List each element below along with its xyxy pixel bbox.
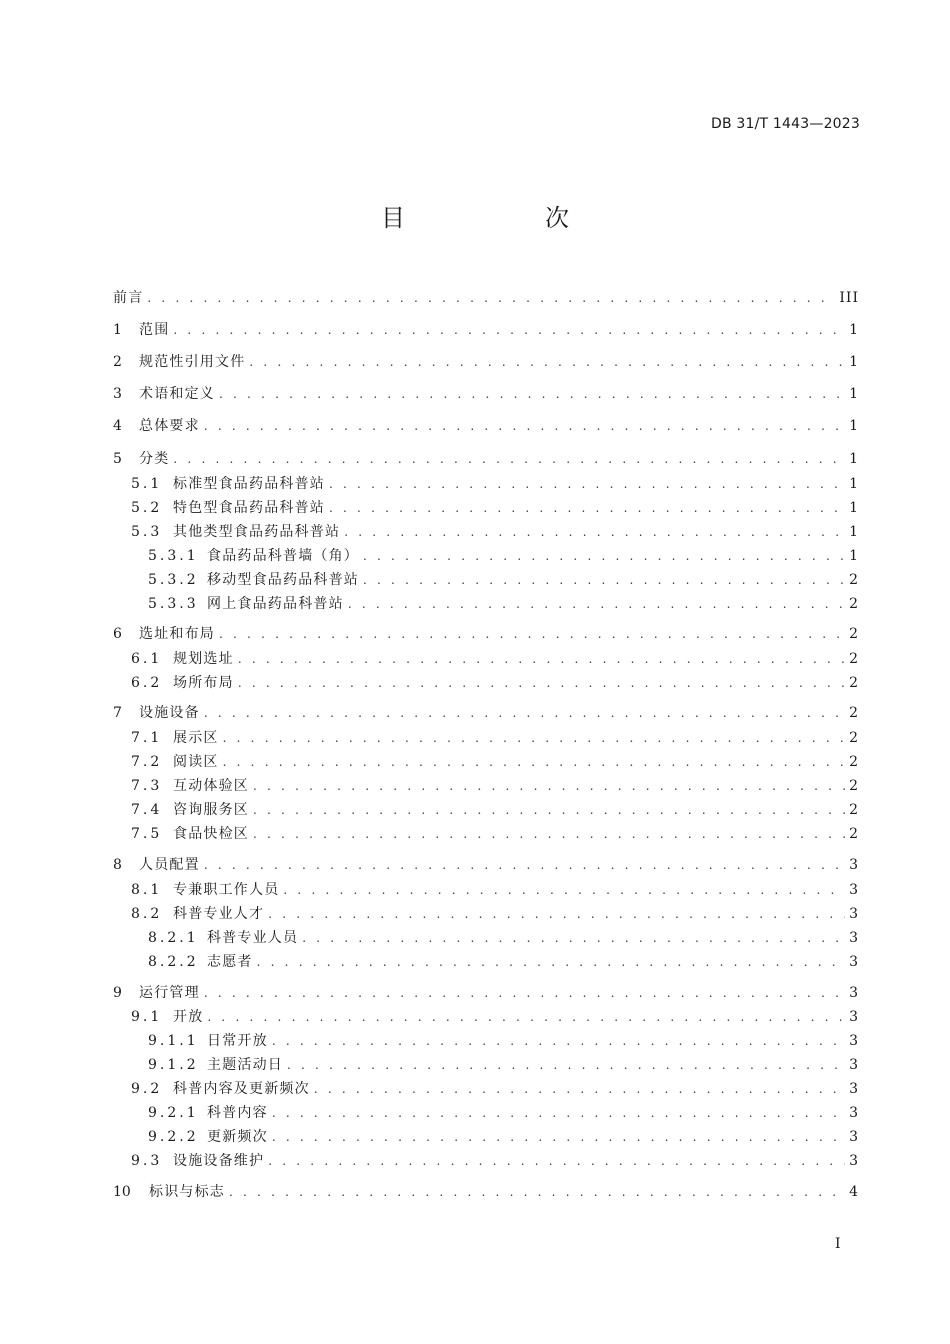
toc-entry-page: 2 <box>849 826 859 842</box>
toc-entry-page: 2 <box>849 572 859 588</box>
toc-entry[interactable] <box>131 800 859 820</box>
toc-entry[interactable] <box>148 546 859 566</box>
toc-entry-title: 更新频次 <box>207 1129 268 1145</box>
toc-entry-title: 特色型食品药品科普站 <box>173 500 325 516</box>
toc-leader-dots <box>219 624 845 644</box>
toc-entry-title: 标准型食品药品科普站 <box>173 476 325 492</box>
toc-leader-dots <box>223 752 845 772</box>
toc-leader-dots <box>257 952 845 972</box>
toc-leader-dots <box>249 352 845 372</box>
toc-entry-page: 3 <box>849 882 859 898</box>
toc-entry-number: 8.2.2 <box>148 954 199 970</box>
toc-leader-dots <box>173 320 845 340</box>
toc-entry-page: 2 <box>849 802 859 818</box>
toc-entry[interactable] <box>113 703 859 723</box>
toc-entry-title: 专兼职工作人员 <box>173 882 280 898</box>
toc-entry[interactable] <box>113 288 859 308</box>
toc-entry[interactable] <box>131 522 859 542</box>
toc-entry[interactable] <box>131 904 859 924</box>
toc-entry-page: 2 <box>849 651 859 667</box>
toc-entry-title: 场所布局 <box>173 675 234 691</box>
toc-entry-page: 3 <box>849 1009 859 1025</box>
toc-entry-page: 1 <box>849 418 859 434</box>
toc-entry-title: 网上食品药品科普站 <box>207 596 344 612</box>
toc-entry[interactable] <box>131 728 859 748</box>
toc-entry-page: 1 <box>849 386 859 402</box>
toc-entry-title: 规划选址 <box>173 651 234 667</box>
toc-entry-page: 3 <box>849 1153 859 1169</box>
toc-entry-page: 1 <box>849 476 859 492</box>
toc-entry-number: 7 <box>113 705 122 721</box>
toc-leader-dots <box>207 1007 845 1027</box>
toc-leader-dots <box>253 824 845 844</box>
toc-entry[interactable] <box>148 594 859 614</box>
toc-entry[interactable] <box>148 570 859 590</box>
toc-entry-title: 科普内容及更新频次 <box>173 1081 310 1097</box>
toc-entry[interactable] <box>113 855 859 875</box>
toc-leader-dots <box>272 1127 845 1147</box>
toc-entry-number: 4 <box>113 418 122 434</box>
toc-entry-title: 科普专业人才 <box>173 906 265 922</box>
toc-entry[interactable] <box>148 928 859 948</box>
toc-leader-dots <box>302 928 845 948</box>
toc-entry-title: 食品药品科普墙（角） <box>207 548 359 564</box>
toc-leader-dots <box>219 384 845 404</box>
toc-entry-number: 7.4 <box>131 802 163 818</box>
toc-leader-dots <box>253 800 845 820</box>
toc-entry-number: 8 <box>113 857 122 873</box>
toc-leader-dots <box>238 649 845 669</box>
toc-entry[interactable] <box>148 1031 859 1051</box>
toc-entry-page: 2 <box>849 778 859 794</box>
toc-entry-title: 术语和定义 <box>139 386 215 402</box>
toc-entry-number: 7.2 <box>131 754 163 770</box>
toc-entry-title: 设施设备 <box>139 705 200 721</box>
toc-entry-number: 6.2 <box>131 675 163 691</box>
toc-entry-title: 日常开放 <box>207 1033 268 1049</box>
toc-entry-number: 5.2 <box>131 500 163 516</box>
toc-entry[interactable] <box>148 1055 859 1075</box>
toc-entry[interactable] <box>131 752 859 772</box>
toc-entry-page: 1 <box>849 548 859 564</box>
toc-entry[interactable] <box>131 498 859 518</box>
toc-entry-number: 6.1 <box>131 651 163 667</box>
toc-entry-number: 5.3.3 <box>148 596 199 612</box>
toc-entry-title: 咨询服务区 <box>173 802 249 818</box>
toc-entry-number: 5.3.2 <box>148 572 199 588</box>
toc-entry-page: 2 <box>849 596 859 612</box>
toc-entry[interactable] <box>148 1103 859 1123</box>
toc-entry[interactable] <box>148 1127 859 1147</box>
toc-entry-page: 2 <box>849 754 859 770</box>
toc-entry-number: 3 <box>113 386 122 402</box>
toc-entry-page: 1 <box>849 322 859 338</box>
toc-leader-dots <box>147 288 835 308</box>
toc-leader-dots <box>329 474 845 494</box>
toc-entry-title: 总体要求 <box>139 418 200 434</box>
toc-entry-page: 1 <box>849 451 859 467</box>
toc-leader-dots <box>238 673 845 693</box>
toc-leader-dots <box>268 1151 845 1171</box>
toc-leader-dots <box>272 1031 845 1051</box>
toc-leader-dots <box>272 1103 845 1123</box>
toc-leader-dots <box>204 855 845 875</box>
page-title: 目 次 <box>381 204 627 232</box>
toc-entry-number: 9 <box>113 985 122 1001</box>
toc-entry[interactable] <box>113 384 859 404</box>
toc-entry-number: 5.3.1 <box>148 548 199 564</box>
toc-entry-page: 2 <box>849 730 859 746</box>
toc-entry-title: 其他类型食品药品科普站 <box>173 524 341 540</box>
toc-entry[interactable] <box>148 952 859 972</box>
toc-entry-page: 3 <box>849 1033 859 1049</box>
toc-entry-number: 8.1 <box>131 882 163 898</box>
toc-entry-number: 5.3 <box>131 524 163 540</box>
toc-entry-number: 9.3 <box>131 1153 163 1169</box>
document-code: DB 31/T 1443—2023 <box>710 116 860 132</box>
toc-leader-dots <box>173 449 845 469</box>
toc-entry-number: 10 <box>113 1184 131 1200</box>
toc-entry-page: 3 <box>849 954 859 970</box>
toc-entry-number: 8.2.1 <box>148 930 199 946</box>
toc-leader-dots <box>344 522 845 542</box>
toc-entry-number: 9.1.2 <box>148 1057 199 1073</box>
toc-leader-dots <box>314 1079 845 1099</box>
toc-leader-dots <box>204 703 845 723</box>
toc-entry-title: 选址和布局 <box>139 626 215 642</box>
toc-entry-page: 3 <box>849 985 859 1001</box>
toc-entry-title: 前言 <box>113 290 144 306</box>
toc-entry-number: 9.1 <box>131 1009 163 1025</box>
toc-entry-number: 5 <box>113 451 122 467</box>
toc-leader-dots <box>223 728 845 748</box>
toc-leader-dots <box>363 546 845 566</box>
toc-entry-title: 主题活动日 <box>207 1057 283 1073</box>
toc-entry-number: 7.5 <box>131 826 163 842</box>
toc-entry-page: 3 <box>849 930 859 946</box>
toc-entry-page: 3 <box>849 857 859 873</box>
toc-entry-number: 5.1 <box>131 476 163 492</box>
toc-entry-number: 1 <box>113 322 122 338</box>
toc-entry-number: 9.2 <box>131 1081 163 1097</box>
toc-leader-dots <box>204 416 845 436</box>
toc-entry-title: 科普专业人员 <box>207 930 299 946</box>
toc-entry-number: 7.1 <box>131 730 163 746</box>
toc-leader-dots <box>348 594 845 614</box>
toc-leader-dots <box>283 880 845 900</box>
toc-entry-page: 3 <box>849 1129 859 1145</box>
toc-entry-title: 食品快检区 <box>173 826 249 842</box>
toc-leader-dots <box>204 983 845 1003</box>
toc-entry[interactable] <box>113 416 859 436</box>
toc-entry-page: 1 <box>849 500 859 516</box>
toc-entry-title: 展示区 <box>173 730 219 746</box>
toc-entry[interactable] <box>131 1151 859 1171</box>
toc-entry[interactable] <box>113 352 859 372</box>
toc-entry-page: 3 <box>849 1057 859 1073</box>
toc-entry-title: 志愿者 <box>207 954 253 970</box>
toc-entry-title: 范围 <box>139 322 170 338</box>
toc-entry[interactable] <box>113 449 859 469</box>
toc-entry-title: 互动体验区 <box>173 778 249 794</box>
toc-entry-number: 9.2.1 <box>148 1105 199 1121</box>
toc-entry-title: 开放 <box>173 1009 204 1025</box>
toc-entry-page: 4 <box>849 1184 859 1200</box>
toc-entry[interactable] <box>113 624 859 644</box>
toc-entry[interactable] <box>131 776 859 796</box>
toc-entry-number: 8.2 <box>131 906 163 922</box>
toc-entry[interactable] <box>131 1079 859 1099</box>
toc-entry[interactable] <box>131 1007 859 1027</box>
toc-entry-number: 2 <box>113 354 122 370</box>
toc-entry[interactable] <box>131 474 859 494</box>
toc-entry-title: 移动型食品药品科普站 <box>207 572 359 588</box>
toc-entry-title: 标识与标志 <box>149 1184 225 1200</box>
toc-entry-title: 规范性引用文件 <box>139 354 246 370</box>
toc-leader-dots <box>268 904 845 924</box>
toc-entry-title: 人员配置 <box>139 857 200 873</box>
toc-entry[interactable] <box>113 320 859 340</box>
toc-entry-number: 9.2.2 <box>148 1129 199 1145</box>
toc-entry-page: 1 <box>849 524 859 540</box>
toc-entry-title: 阅读区 <box>173 754 219 770</box>
toc-entry-page: 2 <box>849 626 859 642</box>
toc-leader-dots <box>329 498 845 518</box>
toc-entry[interactable] <box>131 824 859 844</box>
page-number: I <box>835 1236 841 1252</box>
toc-entry-number: 9.1.1 <box>148 1033 199 1049</box>
toc-leader-dots <box>363 570 845 590</box>
toc-entry-number: 6 <box>113 626 122 642</box>
toc-leader-dots <box>253 776 845 796</box>
toc-entry[interactable] <box>131 673 859 693</box>
toc-entry[interactable] <box>131 649 859 669</box>
toc-entry-page: 1 <box>849 354 859 370</box>
toc-leader-dots <box>229 1182 845 1202</box>
toc-entry-title: 分类 <box>139 451 170 467</box>
toc-entry-page: 2 <box>849 705 859 721</box>
toc-entry-page: 3 <box>849 906 859 922</box>
toc-entry-page: 3 <box>849 1081 859 1097</box>
toc-leader-dots <box>287 1055 845 1075</box>
toc-entry[interactable] <box>113 1182 859 1202</box>
toc-entry-number: 7.3 <box>131 778 163 794</box>
toc-entry-page: 2 <box>849 675 859 691</box>
toc-entry-title: 设施设备维护 <box>173 1153 265 1169</box>
toc-entry-page: 3 <box>849 1105 859 1121</box>
toc-entry-page: III <box>839 290 859 306</box>
toc-entry-title: 运行管理 <box>139 985 200 1001</box>
toc-entry-title: 科普内容 <box>207 1105 268 1121</box>
toc-entry[interactable] <box>113 983 859 1003</box>
toc-entry[interactable] <box>131 880 859 900</box>
